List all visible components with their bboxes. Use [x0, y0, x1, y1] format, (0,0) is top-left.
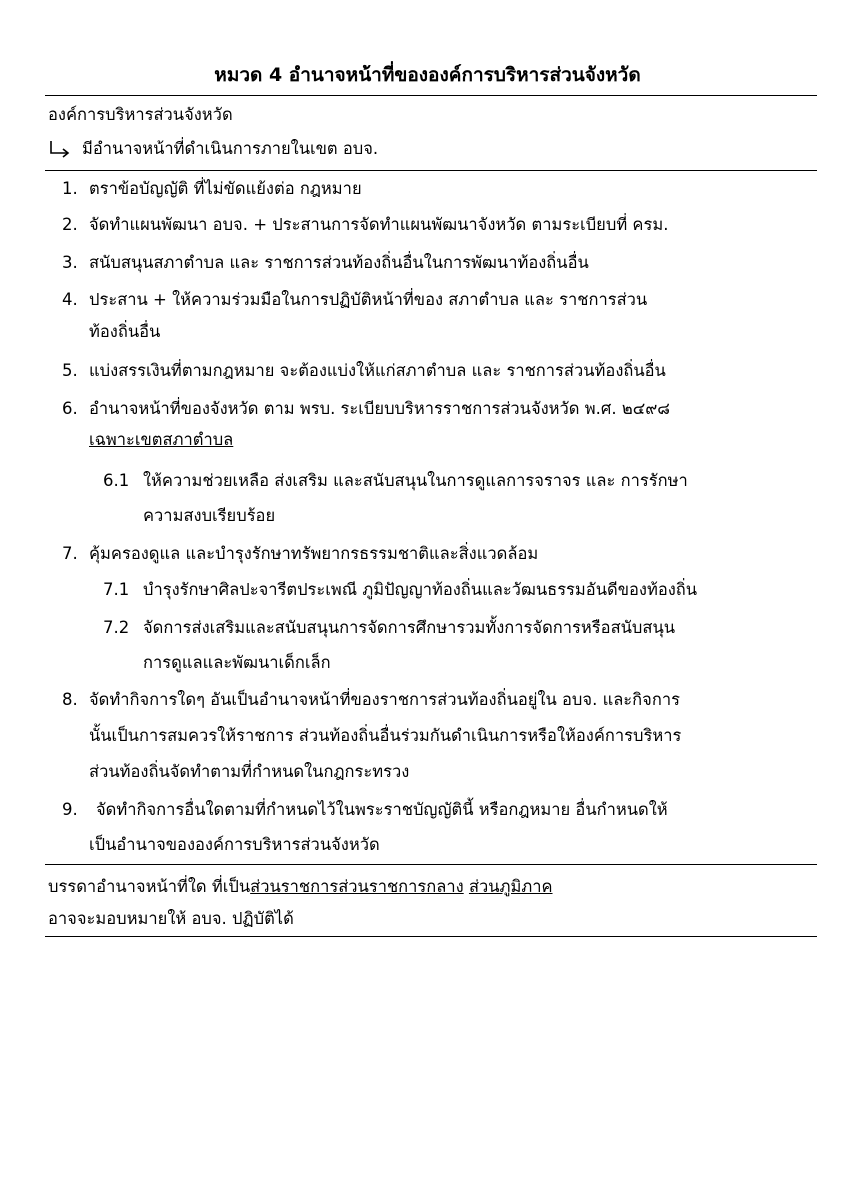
subitem-number: 7.2	[103, 618, 130, 637]
divider-mid	[45, 170, 817, 171]
item-3-text: สนับสนุนสภาตำบล และ ราชการส่วนท้องถิ่นอื่นในการพัฒนาท้องถิ่นอื่น	[89, 253, 589, 272]
item-number: 5.	[62, 361, 78, 380]
item-number: 6.	[62, 399, 78, 418]
item-6-text: อำนาจหน้าที่ของจังหวัด ตาม พรบ. ระเบียบบริหารราชการส่วนจังหวัด พ.ศ. ๒๔๙๘	[89, 399, 671, 418]
subitem-7-1-text: บำรุงรักษาศิลปะจารีตประเพณี ภูมิปัญญาท้องถิ่นและวัฒนธรรมอันดีของท้องถิ่น	[143, 580, 698, 599]
item-5-text: แบ่งสรรเงินที่ตามกฎหมาย จะต้องแบ่งให้แก่สภาตำบล และ ราชการส่วนท้องถิ่นอื่น	[89, 361, 666, 380]
item-1-text: ตราข้อบัญญัติ ที่ไม่ขัดแย้งต่อ กฎหมาย	[89, 179, 362, 198]
footer-line-2: อาจจะมอบหมายให้ อบจ. ปฏิบัติได้	[48, 909, 294, 928]
footer-text: บรรดาอำนาจหน้าที่ใด ที่เป็น	[48, 877, 251, 896]
item-number: 4.	[62, 290, 78, 309]
item-number: 1.	[62, 179, 78, 198]
item-number: 3.	[62, 253, 78, 272]
footer-underlined-text: ส่วนราชการส่วนราชการกลาง	[250, 877, 464, 896]
item-9-text-cont: เป็นอำนาจขององค์การบริหารส่วนจังหวัด	[89, 835, 380, 854]
return-arrow-icon	[48, 140, 72, 160]
item-6-scope: เฉพาะเขตสภาตำบล	[89, 430, 234, 449]
footer-line-1	[48, 873, 553, 901]
intro-heading: องค์การบริหารส่วนจังหวัด	[48, 105, 233, 124]
item-9-text: จัดทำกิจการอื่นใดตามที่กำหนดไว้ในพระราชบัญญัตินี้ หรือกฎหมาย อื่นกำหนดให้	[96, 800, 668, 819]
item-number: 7.	[62, 544, 78, 563]
footer-underlined-text: ส่วนภูมิภาค	[468, 877, 553, 896]
page-title: หมวด 4 อำนาจหน้าที่ขององค์การบริหารส่วนจังหวัด	[214, 64, 641, 86]
subitem-6-1-text: ให้ความช่วยเหลือ ส่งเสริม และสนับสนุนในการดูแลการจราจร และ การรักษา	[143, 471, 688, 490]
item-4-text-cont: ท้องถิ่นอื่น	[89, 322, 161, 341]
subitem-number: 7.1	[103, 580, 130, 599]
item-4-text: ประสาน + ให้ความร่วมมือในการปฏิบัติหน้าที่ของ สภาตำบล และ ราชการส่วน	[89, 290, 648, 309]
item-7-text: คุ้มครองดูแล และบำรุงรักษาทรัพยากรธรรมชาติและสิ่งแวดล้อม	[89, 544, 539, 563]
divider-top	[45, 95, 817, 96]
item-2-text: จัดทำแผนพัฒนา อบจ. + ประสานการจัดทำแผนพัฒนาจังหวัด ตามระเบียบที่ ครม.	[89, 215, 669, 234]
item-8-text-cont: ส่วนท้องถิ่นจัดทำตามที่กำหนดในกฎกระทรวง	[89, 762, 410, 781]
subitem-6-1-text-cont: ความสงบเรียบร้อย	[143, 506, 276, 525]
intro-subheading: มีอำนาจหน้าที่ดำเนินการภายในเขต อบจ.	[82, 139, 379, 158]
divider-end	[45, 936, 817, 937]
subitem-number: 6.1	[103, 471, 130, 490]
divider-bottom	[45, 864, 817, 865]
item-8-text: จัดทำกิจการใดๆ อันเป็นอำนาจหน้าที่ของราชการส่วนท้องถิ่นอยู่ใน อบจ. และกิจการ	[89, 690, 680, 709]
subitem-7-2-text-cont: การดูแลและพัฒนาเด็กเล็ก	[143, 653, 331, 672]
item-number: 2.	[62, 215, 78, 234]
subitem-7-2-text: จัดการส่งเสริมและสนับสนุนการจัดการศึกษารวมทั้งการจัดการหรือสนับสนุน	[143, 618, 676, 637]
item-number: 8.	[62, 690, 78, 709]
item-8-text-cont: นั้นเป็นการสมควรให้ราชการ ส่วนท้องถิ่นอื่นร่วมกันดำเนินการหรือให้องค์การบริหาร	[89, 726, 682, 745]
item-number: 9.	[62, 800, 78, 819]
